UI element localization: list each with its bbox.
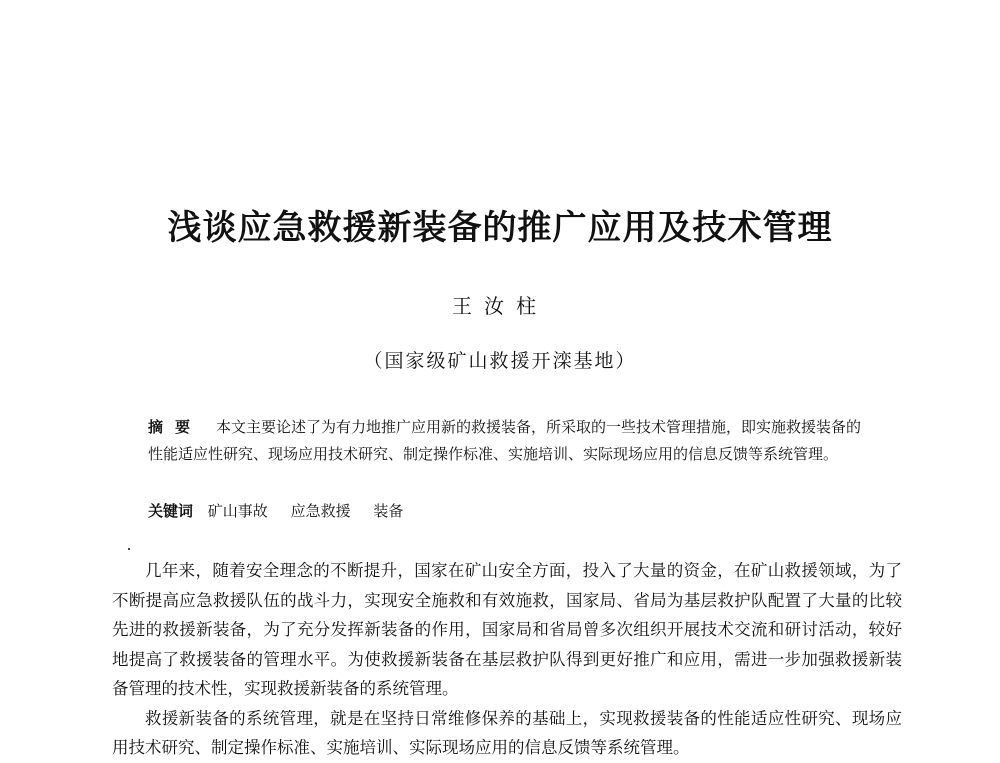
article-title: 浅谈应急救援新装备的推广应用及技术管理 [167, 208, 833, 248]
body-paragraph: 几年来，随着安全理念的不断提升，国家在矿山安全方面，投入了大量的资金，在矿山救援领域，为了不断提高应急救援队伍的战斗力，实现安全施救和有效施救，国家局、省局为基层救护队配置了大量的比较先进的救援新装备，为了充分发挥新装备的作用，国家局和省局曾多次组织开展技术交流和研讨活动，较好地提高了救援装备的管理水平。为使救援新装备在基层救护队得到更好推广和应用，需进一步加强救援新装备管理的技术性，实现救援新装备的系统管理。 [112, 561, 902, 698]
author-name: 王汝柱 [452, 294, 548, 318]
abstract-text: 本文主要论述了为有力地推广应用新的救援装备，所采取的一些技术管理措施，即实施救援装备的性能适应性研究、现场应用技术研究、制定操作标准、实施培训、实际现场应用的信息反馈等系统管理。 [148, 418, 862, 463]
abstract-block [148, 414, 868, 468]
body-paragraph: 救援新装备的系统管理，就是在坚持日常维修保养的基础上，实现救援装备的性能适应性研究、现场应用技术研究、制定操作标准、实施培训、实际现场应用的信息反馈等系统管理。 [112, 708, 902, 757]
keywords-label: 关键词 [148, 502, 194, 520]
author-affiliation: （国家级矿山救援开滦基地） [363, 350, 637, 372]
keyword-item: 矿山事故 [207, 502, 268, 520]
abstract-label: 摘要 [148, 418, 203, 436]
stray-mark [128, 548, 130, 550]
keywords-row [148, 500, 421, 521]
keyword-item: 应急救援 [290, 502, 351, 520]
body-text [112, 556, 902, 763]
keyword-item: 装备 [373, 502, 404, 520]
